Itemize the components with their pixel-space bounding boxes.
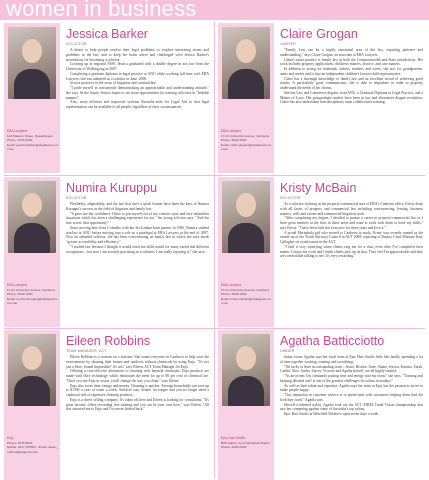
- contact-block: [7, 436, 59, 454]
- contact-address: 17-21 University Avenue, Canberra: [7, 287, 56, 292]
- bio-paragraph: "I pride myself in consistently demonstrating an approachable and understanding attitude," she says. In the future, Jessica hopes to see more opportunities for training solicitors in "bedside manner".: [66, 86, 209, 100]
- bio-paragraph: Enjo is a direct selling company. It's taken off here and Eileen is looking for consultants. "It's great income, offers rewarding free training and you can be your own boss," says Eileen. "All this attracted me to Enjo and I've never looked back.": [66, 397, 209, 412]
- profile-sidebar: [218, 177, 274, 327]
- contact-address: 17-21 University Avenue, Canberra: [221, 133, 270, 138]
- profile-agatha-batticciotto: [218, 330, 427, 480]
- column-divider: [214, 22, 215, 478]
- bio-paragraph: "After completing my degree, I decided to pursue a career in property/commercial law as I have great mentors in the firm in these areas and want to work with them to hone my skills," says Kristy. "I have been with this firm now for three years and love it.": [280, 216, 423, 230]
- profile-eileen-robbins: [4, 330, 213, 480]
- bio-paragraph: Eileen Robbins is a woman on a mission. She wants everyone in Canberra to help save the environment by cleaning their homes and outdoors without chemicals by using Enjo. "It's not just a fibre; Sound impossible? It's not," says Eileen, ACT Team Manager for Enjo.: [66, 355, 209, 369]
- profile-name: Jessica Barker: [66, 27, 148, 41]
- contact-phone: Phone: 6255 9843: [7, 440, 33, 445]
- profile-role: TEAM MANAGER, ACT: [66, 349, 107, 353]
- contact-address: 17-21 University Avenue, Canberra: [221, 287, 270, 292]
- contact-org: EBA Lawyers: [7, 283, 28, 287]
- contact-email: Mobile: 0417 333563 · Email: eileen_robbins@bigpond.com: [7, 445, 59, 454]
- portrait-photo: [222, 334, 270, 406]
- contact-block: [7, 129, 59, 152]
- bio-paragraph: In addition to acting for husbands, fathers, mothers and wives, she acts for grandparents, aunts and uncles and is also an independent children's lawyer/child representative.: [280, 67, 423, 76]
- profile-sidebar: [218, 23, 274, 173]
- profile-sidebar: [218, 330, 274, 480]
- contact-phone: Phone: 6126 1200: [7, 138, 33, 143]
- contact-phone: Phone: 6208 1900: [7, 292, 33, 297]
- contact-block: [221, 129, 273, 152]
- profile-jessica-barker: [4, 23, 213, 173]
- bio-paragraph: Claire's main practice is family law in both the Commonwealth and State jurisdictions. Her work includes property applications, children's matters, divorce, and care matters.: [280, 57, 423, 67]
- contact-address: B06 Gallery Court Westfield Woden: [221, 440, 270, 445]
- bio-paragraph: Jessica practices in the areas of litigation and criminal law.: [70, 81, 157, 86]
- contact-email: Email: kristy.mcbain@ebalawyers.com.au: [221, 296, 272, 306]
- profile-role: SOLICITOR: [66, 42, 87, 46]
- contact-org: EBA Lawyers: [221, 283, 242, 287]
- bio-paragraph: "As an owner, I'm constantly putting time and energy into my team," she says. "Training and keeping talented staff is one of the greatest challenges for salons nowadays.": [280, 374, 423, 383]
- bio-paragraph: Since moving here from Colombo with her Sri Lankan-born parents in 1986, Numira studied arts/law at ANU before moving into a role as a paralegal at EBA Lawyers at the end of 2007. Now an admitted solicitor, she has been concentrating on family law in which she says needs "greater accessibility and efficiency.": [66, 225, 209, 244]
- bio-paragraph: Also, more efficient and improved systems Australia-wide for Legal Aid so that legal representation can be available to all people, regardless of their circumstances.: [66, 100, 209, 109]
- profile-role: OWNER: [280, 349, 295, 353]
- portrait-photo: [222, 181, 270, 253]
- profile-bio: [280, 355, 423, 417]
- portrait-photo: [8, 181, 56, 253]
- bio-paragraph: She has Law and Commerce degrees from ANU, a Graduate Diploma in Legal Practice, and a Master of Laws. Her postgraduate studies have been in law and alternative dispute resolution. Claire has also undertaken interdisciplinary team collaborative training.: [280, 90, 423, 105]
- contact-org: EBA Lawyers: [221, 129, 242, 133]
- profile-bio: [280, 48, 423, 105]
- contact-phone: Phone: 6208 1900: [221, 138, 247, 143]
- portrait-photo: [222, 27, 270, 99]
- bio-paragraph: A proud Merimbula girl who moved to Canberra to study, Kristy was recently named as the runner-up of the Youth Advisory Council in ACT 2008, reporting to Deputy Chief Minister Katy Gallagher on youth issues in the ACT.: [280, 230, 423, 244]
- bio-paragraph: Completing a graduate diploma in legal practice at ANU while working full-time with EBA Lawyers, she was admitted as a solicitor in June, 2008.: [66, 71, 209, 81]
- profile-kristy-mcbain: [218, 177, 427, 327]
- profile-sidebar: [4, 330, 60, 480]
- page-header: [0, 0, 429, 20]
- contact-phone: Phone: 6208 1900: [221, 292, 247, 297]
- profile-claire-grogan: [218, 23, 427, 173]
- row-divider: [4, 175, 425, 176]
- page-title: women in business: [6, 0, 197, 21]
- bio-paragraph: "I studied law because I thought it would teach me skills useful for many varied and different occupations – but now I am actually practising as a solicitor, I am really enjoying it," she says.: [66, 244, 209, 254]
- row-divider: [4, 328, 425, 329]
- bio-paragraph: As well as their talent and expertise, Agatha says her team at Epic has the passion to strive to make people happy.: [280, 383, 423, 393]
- bio-paragraph: Herself a talented stylist, Agatha took out the ACT AHHA Trend Vision championship that saw her competing against some of Australia's top salons.: [280, 402, 423, 412]
- contact-block: [221, 283, 273, 306]
- profile-role: SOLICITOR: [66, 196, 87, 200]
- contact-email: Email: claire.grogan@ebalawyers.com.au: [221, 142, 272, 152]
- contact-org: Epic Hair Studio: [221, 436, 246, 440]
- bio-paragraph: "Family Law can be a highly emotional area of the law, requiring patience and understanding," says Claire Grogan, an associate at EBA Lawyers.: [280, 48, 423, 57]
- profile-numira-kuruppu: [4, 177, 213, 327]
- bio-paragraph: Epic Hair Studio at Westfield Woden is open seven days a week.: [284, 412, 380, 416]
- profile-sidebar: [4, 177, 60, 327]
- contact-block: [7, 283, 59, 306]
- bio-paragraph: Enjo also saves time, energy and money. Cleaning is quicker. Average households can save up to $1300 a year of water a week. Surfaces stay cleaner for longer and you no longer need a cupboard full of expensive cleaning products.: [66, 383, 209, 397]
- bio-paragraph: "I'm lucky to have an outstanding team – Jessie, Brooke, Josie, Shane, Jessica, Katrina, Sarah, Caitlin, Alex, Audra, Stacey, Victoria and Agatha herself, are all highly trained.: [280, 364, 423, 374]
- profile-bio: [66, 202, 209, 254]
- portrait-photo: [8, 334, 56, 406]
- contact-org: EBA Lawyers: [7, 129, 28, 133]
- contact-email: Email: jessica.barker@ebalawyers.com.au: [7, 142, 59, 152]
- contact-address: 122 Malvern Street, Queanbeyan: [7, 133, 53, 138]
- profile-bio: [280, 202, 423, 259]
- profile-bio: [66, 48, 209, 110]
- bio-paragraph: Growing up in regional NSW, Jessica graduated with a double degree in arts law from the University of Wollongong in 2007.: [66, 62, 209, 71]
- portrait-photo: [8, 27, 56, 99]
- contact-block: [221, 436, 273, 450]
- profile-name: Kristy McBain: [280, 181, 357, 195]
- contact-phone: Phone: 6282 8436: [221, 445, 247, 450]
- bio-paragraph: Claire has a thorough knowledge of family law and an excellent record of achieving good results. A particularly good communicator, she is able to empathise in order to properly understand the needs of her clients.: [280, 76, 423, 90]
- profile-sidebar: [4, 23, 60, 173]
- bio-paragraph: A desire to help people resolve their legal problems, to explore interesting issues and problems in the law, and to keep her brain active and challenged were Jessica Barker's motivations for becoming a solicitor.: [66, 48, 209, 62]
- bio-paragraph: As a solicitor working in the property/commercial area of EBA's Canberra office, Kristy deals with all facets of property and commercial law including conveyancing, leasing, business matters, wills and estates and commercial litigation work.: [280, 202, 423, 216]
- bio-paragraph: "I find it very satisfying when clients ring me for a chat, even after I've completed their matter. I enjoy my work and I think clients pick up on that. They feel I'm approachable and they are comfortable talking to me. It's very rewarding.": [280, 244, 423, 259]
- bio-paragraph: Offering a cost-effective alternative to cleaning with harmful chemicals, Enjo products are made with fibre technology which eliminates the need for up to 90 per cent of chemical use. "Once you use Enjo in action, you'll change the way you clean," says Eileen.: [66, 369, 209, 383]
- bio-paragraph: Flexibility, adaptability, and the fact that she's a quick learner have been the keys to Numira Kuruppu's success in the field of litigation and family law.: [66, 202, 209, 211]
- profile-name: Numira Kuruppu: [66, 181, 158, 195]
- profile-role: LAWYER: [280, 42, 296, 46]
- contact-org: Enjo: [7, 436, 14, 440]
- contact-email: Email: numira.kuruppu@ebalawyers.com.au: [7, 296, 58, 306]
- bio-paragraph: "Our reputation in customer service is to spend time with customers helping them find the look they want," Agatha says.: [280, 393, 423, 402]
- profile-name: Agatha Batticciotto: [280, 334, 385, 348]
- profile-name: Eileen Robbins: [66, 334, 151, 348]
- profile-bio: [66, 355, 209, 412]
- bio-paragraph: "It gave me the confidence I have to put myself out of my comfort zone and face unfamiliar situations which has been a challenging experience for me," the young solicitor says. "And the true secret: that opportunity.": [66, 211, 209, 225]
- profile-name: Claire Grogan: [280, 27, 358, 41]
- bio-paragraph: Salon owner Agatha says her loyal team at Epic Hair Studio feels like family, spending a lot of time together working, training and socialising.: [280, 355, 423, 364]
- profile-role: SOLICITOR: [280, 196, 301, 200]
